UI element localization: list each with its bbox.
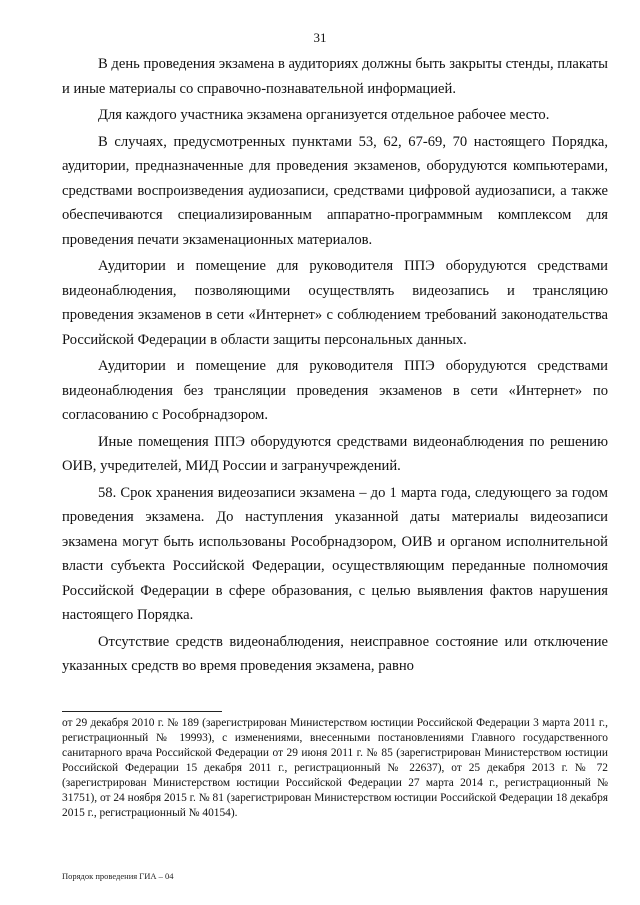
- paragraph-other-rooms: Иные помещения ППЭ оборудуются средствами видеонаблюдения по решению ОИВ, учредителей, МИД России и загранучреждений.: [62, 433, 608, 474]
- footnote-divider: [62, 711, 222, 712]
- paragraph-video-no-broadcast: Аудитории и помещение для руководителя ППЭ оборудуются средствами видеонаблюдения без трансляции проведения экзаменов в сети «Интернет» по согласованию с Рособрнадзором.: [62, 358, 608, 423]
- paragraph-computers: В случаях, предусмотренных пунктами 53, 62, 67-69, 70 настоящего Порядка, аудитории, предназначенные для проведения экзаменов, оборудуются компьютерами, средствами воспроизведения аудиозаписи, средствами цифровой аудиозаписи, а также обеспечиваются специализированным аппаратно-программным комплексом для проведения печати экзаменационных материалов.: [62, 133, 608, 248]
- document-body: [62, 52, 608, 681]
- paragraph-absence: Отсутствие средств видеонаблюдения, неисправное состояние или отключение указанных средств во время проведения экзамена, равно: [62, 633, 608, 674]
- paragraph-workplace: Для каждого участника экзамена организуется отдельное рабочее место.: [98, 107, 550, 123]
- page-footer: Порядок проведения ГИА – 04: [62, 871, 174, 881]
- page-number: 31: [313, 30, 327, 45]
- paragraph-58-storage: 58. Срок хранения видеозаписи экзамена – до 1 марта года, следующего за годом проведения экзамена. До наступления указанной даты материалы видеозаписи экзамена могут быть использованы Рособрнадзором, ОИВ и органом исполнительной власти субъекта Российской Федерации, осуществляющим переданные полномочия Российской Федерации в сфере образования, с целью выявления фактов нарушения настоящего Порядка.: [62, 484, 608, 623]
- paragraph-video-broadcast: Аудитории и помещение для руководителя ППЭ оборудуются средствами видеонаблюдения, позволяющими осуществлять видеозапись и трансляцию проведения экзаменов в сети «Интернет» с соблюдением требований законодательства Российской Федерации в области защиты персональных данных.: [62, 258, 608, 348]
- paragraph-stands-closed: В день проведения экзамена в аудиториях должны быть закрыты стенды, плакаты и иные материалы со справочно-познавательной информацией.: [62, 56, 608, 97]
- footnote: от 29 декабря 2010 г. № 189 (зарегистрирован Министерством юстиции Российской Федерации 3 марта 2011 г., регистрационный № 19993), с изменениями, внесенными постановлениями Главного государственного санитарного врача Российской Федерации от 29 июня 2011 г. № 85 (зарегистрирован Министерством юстиции Российской Федерации 15 декабря 2011 г., регистрационный № 22637), от 25 декабря 2013 г. № 72 (зарегистрирован Министерством юстиции Российской Федерации 27 марта 2014 г., регистрационный № 31751), от 24 ноября 2015 г. № 81 (зарегистрирован Министерством юстиции Российской Федерации 18 декабря 2015 г., регистрационный № 40154).: [62, 717, 608, 819]
